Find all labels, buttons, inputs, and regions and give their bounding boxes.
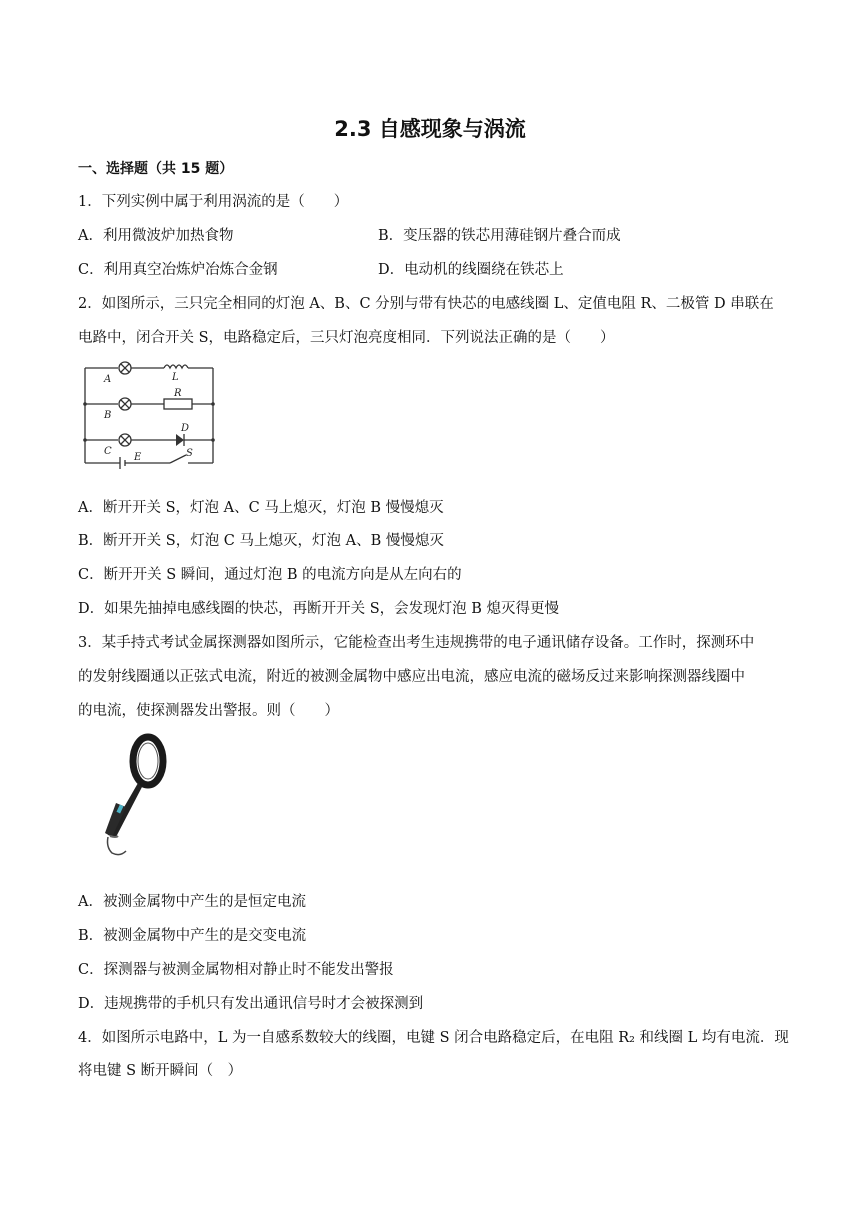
question-2-option-b: B．断开开关 S，灯泡 C 马上熄灭，灯泡 A、B 慢慢熄灭 (78, 533, 444, 549)
label-battery: E (134, 452, 142, 463)
question-3-option-a: A．被测金属物中产生的是恒定电流 (78, 894, 306, 910)
question-3-stem-line-3: 的电流，使探测器发出警报。则（ ） (78, 703, 339, 719)
circuit-diagram (80, 358, 220, 474)
section-heading: 一、选择题（共 15 题） (78, 161, 234, 177)
question-2-option-a: A．断开开关 S，灯泡 A、C 马上熄灭，灯泡 B 慢慢熄灭 (78, 500, 444, 516)
question-1-option-b: B．变压器的铁芯用薄硅钢片叠合而成 (378, 228, 621, 244)
question-3-stem-line-1: 3．某手持式考试金属探测器如图所示，它能检查出考生违规携带的电子通讯储存设备。工作时，探测环中 (78, 635, 755, 651)
question-4-stem-line-1: 4．如图所示电路中，L 为一自感系数较大的线圈，电键 S 闭合电路稳定后，在电阻 R₂ 和线圈 L 均有电流．现 (78, 1030, 789, 1046)
question-1-option-a: A．利用微波炉加热食物 (78, 228, 234, 244)
question-3-option-b: B．被测金属物中产生的是交变电流 (78, 928, 307, 944)
question-3-option-d: D．违规携带的手机只有发出通讯信号时才会被探测到 (78, 996, 424, 1012)
question-1-stem: 1．下列实例中属于利用涡流的是（ ） (78, 194, 349, 210)
question-1-option-c: C．利用真空冶炼炉冶炼合金钢 (78, 262, 278, 278)
page-title: 2.3 自感现象与涡流 (334, 117, 526, 141)
label-switch: S (186, 448, 193, 459)
question-2-stem-line-2: 电路中，闭合开关 S，电路稳定后，三只灯泡亮度相同．下列说法正确的是（ ） (78, 330, 615, 346)
question-3-stem-line-2: 的发射线圈通以正弦式电流，附近的被测金属物中感应出电流，感应电流的磁场反过来影响探测器线圈中 (78, 669, 745, 685)
question-2-option-c: C．断开开关 S 瞬间，通过灯泡 B 的电流方向是从左向右的 (78, 567, 462, 583)
question-1-option-d: D．电动机的线圈绕在铁芯上 (378, 262, 564, 278)
label-lamp-b: B (104, 410, 112, 421)
question-4-stem-line-2: 将电键 S 断开瞬间（ ） (78, 1063, 243, 1079)
question-2-stem-line-1: 2．如图所示，三只完全相同的灯泡 A、B、C 分别与带有快芯的电感线圈 L、定值电阻 R、二极管 D 串联在 (78, 296, 774, 312)
question-2-option-d: D．如果先抽掉电感线圈的快芯，再断开开关 S，会发现灯泡 B 熄灭得更慢 (78, 601, 560, 617)
label-diode: D (181, 423, 190, 434)
label-inductor: L (172, 372, 179, 383)
metal-detector-image (96, 733, 176, 865)
label-resistor: R (174, 388, 182, 399)
question-3-option-c: C．探测器与被测金属物相对静止时不能发出警报 (78, 962, 394, 978)
label-lamp-c: C (104, 446, 112, 457)
label-lamp-a: A (104, 374, 112, 385)
